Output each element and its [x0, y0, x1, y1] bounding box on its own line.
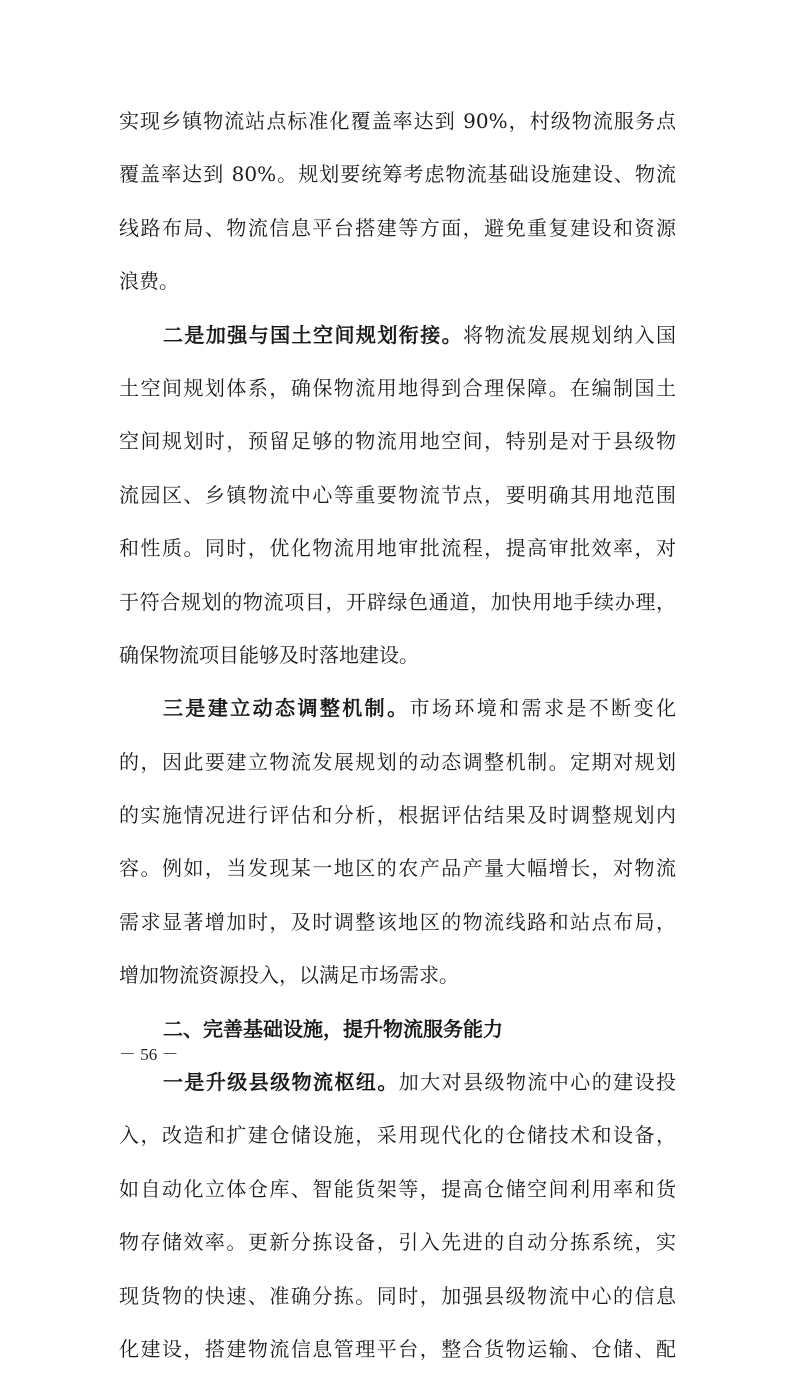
page-number: － 56 － [119, 1045, 179, 1064]
text-line: 需求显著增加时，及时调整该地区的物流线路和站点布局， [119, 909, 676, 934]
paragraph-text: 市场环境和需求是不断变化 [409, 696, 676, 721]
paragraph-lead: 一是升级县级物流枢纽。 [163, 1070, 399, 1095]
paragraph-text: 加大对县级物流中心的建设投 [398, 1070, 677, 1095]
text-line: 容。例如，当发现某一地区的农产品产量大幅增长，对物流 [119, 856, 676, 881]
text-line [119, 309, 676, 362]
text-line: 的，因此要建立物流发展规划的动态调整机制。定期对规划 [119, 749, 676, 774]
text-line [119, 682, 676, 735]
text-line [119, 1056, 676, 1109]
text-line: 如自动化立体仓库、智能货架等，提高仓储空间利用率和货 [119, 1176, 676, 1201]
paragraph-lead: 三是建立动态调整机制。 [163, 696, 410, 721]
text-line: 覆盖率达到 80%。规划要统筹考虑物流基础设施建设、物流 [119, 162, 676, 187]
text-line: 物存储效率。更新分拣设备，引入先进的自动分拣系统，实 [119, 1230, 676, 1255]
paragraph-text: 将物流发展规划纳入国 [463, 322, 677, 347]
text-line: 浪费。 [119, 269, 179, 294]
text-line: 现货物的快速、准确分拣。同时，加强县级物流中心的信息 [119, 1283, 676, 1308]
paragraph-lead: 二是加强与国土空间规划衔接。 [163, 322, 464, 347]
heading-text: 二、完善基础设施，提升物流服务能力 [163, 1016, 503, 1041]
text-line: 的实施情况进行评估和分析，根据评估结果及时调整规划内 [119, 803, 676, 828]
text-line: 增加物流资源投入，以满足市场需求。 [119, 963, 459, 988]
text-line: 化建设，搭建物流信息管理平台，整合货物运输、仓储、配 [119, 1336, 676, 1361]
section-heading [119, 1003, 676, 1056]
text-line: 和性质。同时，优化物流用地审批流程，提高审批效率，对 [119, 536, 676, 561]
text-line: 土空间规划体系，确保物流用地得到合理保障。在编制国土 [119, 375, 676, 400]
text-line: 实现乡镇物流站点标准化覆盖率达到 90%，村级物流服务点 [119, 109, 676, 133]
text-line: 流园区、乡镇物流中心等重要物流节点，要明确其用地范围 [119, 482, 676, 507]
text-line: 入，改造和扩建仓储设施，采用现代化的仓储技术和设备， [119, 1123, 676, 1148]
paragraph [119, 95, 676, 309]
text-line: 空间规划时，预留足够的物流用地空间，特别是对于县级物 [119, 429, 676, 454]
text-line: 于符合规划的物流项目，开辟绿色通道，加快用地手续办理， [119, 589, 676, 614]
document-body [119, 95, 676, 1376]
paragraph [119, 682, 676, 1002]
text-line: 线路布局、物流信息平台搭建等方面，避免重复建设和资源 [119, 215, 676, 240]
paragraph [119, 309, 676, 683]
paragraph [119, 1056, 676, 1376]
text-line: 确保物流项目能够及时落地建设。 [119, 642, 419, 667]
